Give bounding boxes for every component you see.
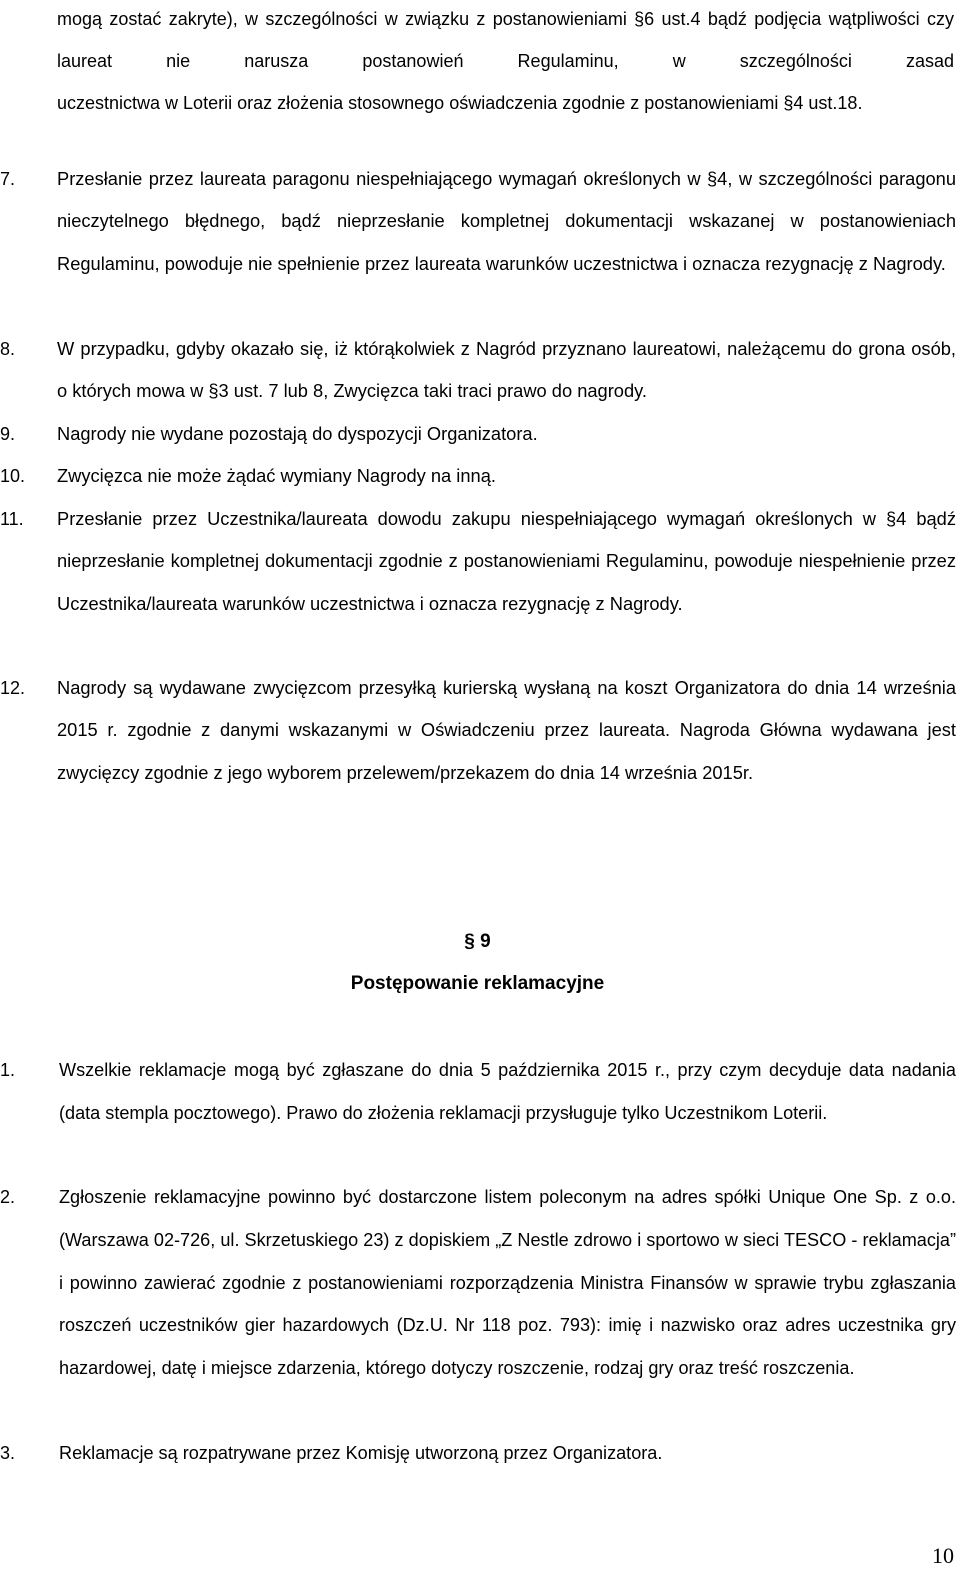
intro-line-1: mogą zostać zakryte), w szczególności w związku z postanowieniami §6 ust.4 bądź podjęcia bbox=[57, 9, 822, 29]
list-item-text: Nagrody są wydawane zwycięzcom przesyłką kurierską wysłaną na koszt Organizatora do dnia 14 września 2015 r. zgodnie z danymi wskazanymi w Oświadczeniu przez laureata. Nagroda Główna wydawana jest zwycięzcy zgodnie z jego wyborem przelewem/przekazem do dnia 14 września 2015r. bbox=[57, 677, 956, 783]
list-item-text: Reklamacje są rozpatrywane przez Komisję utworzoną przez Organizatora. bbox=[59, 1443, 663, 1463]
list-item-text: Zgłoszenie reklamacyjne powinno być dostarczone listem poleconym na adres spółki Unique One Sp. z o.o. (Warszawa 02-726, ul. Skrzetuskiego 23) z dopiskiem „Z Nestle zdrowo i sportowo w sieci TESCO - reklamacja” i powinno zawierać zgodnie z postanowieniami rozporządzenia Ministra Finansów w sprawie trybu zgłaszania roszczeń uczestników gier hazardowych (Dz.U. Nr 118 poz. 793): imię i nazwisko oraz adres uczestnika gry hazardowej, datę i miejsce zdarzenia, którego dotyczy roszczenie, rodzaj gry oraz treść roszczenia. bbox=[59, 1187, 956, 1379]
list-item-text: Nagrody nie wydane pozostają do dyspozycji Organizatora. bbox=[57, 423, 538, 444]
page-number: 10 bbox=[932, 1543, 954, 1568]
list-item-number: 8. bbox=[0, 339, 16, 359]
section-title: Postępowanie reklamacyjne bbox=[350, 973, 605, 994]
intro-continuation-end: uczestnictwa w Loterii oraz złożenia stosownego oświadczenia zgodnie z postanowieniami §4 ust.18. bbox=[57, 93, 863, 113]
section-paragraph-number: § 9 bbox=[464, 931, 491, 952]
list-item-number: 10. bbox=[0, 466, 26, 486]
list-item-text: Przesłanie przez laureata paragonu niespełniającego wymagań określonych w §4, w szczególności paragonu nieczytelnego błędnego, bądź nieprzesłanie kompletnej dokumentacji wskazanej w postanowieniach Regulaminu, powoduje nie spełnienie przez laureata warunków uczestnictwa i oznacza rezygnację z Nagrody. bbox=[57, 168, 956, 274]
list-item-number: 2. bbox=[0, 1187, 16, 1207]
list-item-text: Wszelkie reklamacje mogą być zgłaszane do dnia 5 października 2015 r., przy czym decyduje data nadania (data stempla pocztowego). Prawo do złożenia reklamacji przysługuje tylko Uczestnikom Loterii. bbox=[59, 1060, 956, 1123]
list-item-number: 7. bbox=[0, 169, 16, 189]
list-item-number: 3. bbox=[0, 1443, 16, 1463]
list-item-number: 12. bbox=[0, 678, 26, 698]
list-item-number: 9. bbox=[0, 424, 16, 444]
list-item-number: 1. bbox=[0, 1060, 16, 1080]
intro-continuation bbox=[57, 0, 954, 82]
intro-line-2: wątpliwości czy laureat nie narusza postanowień Regulaminu, w szczególności zasad bbox=[57, 9, 954, 71]
list-item-text: W przypadku, gdyby okazało się, iż którąkolwiek z Nagród przyznano laureatowi, należącemu do grona osób, o których mowa w §3 ust. 7 lub 8, Zwycięzca taki traci prawo do nagrody. bbox=[57, 338, 956, 402]
list-item-number: 11. bbox=[0, 509, 24, 529]
list-item-text: Przesłanie przez Uczestnika/laureata dowodu zakupu niespełniającego wymagań określonych w §4 bądź nieprzesłanie kompletnej dokumentacji zgodnie z postanowieniami Regulaminu, powoduje niespełnienie przez Uczestnika/laureata warunków uczestnictwa i oznacza rezygnację z Nagrody. bbox=[57, 508, 956, 614]
list-item-text: Zwycięzca nie może żądać wymiany Nagrody na inną. bbox=[57, 465, 496, 486]
